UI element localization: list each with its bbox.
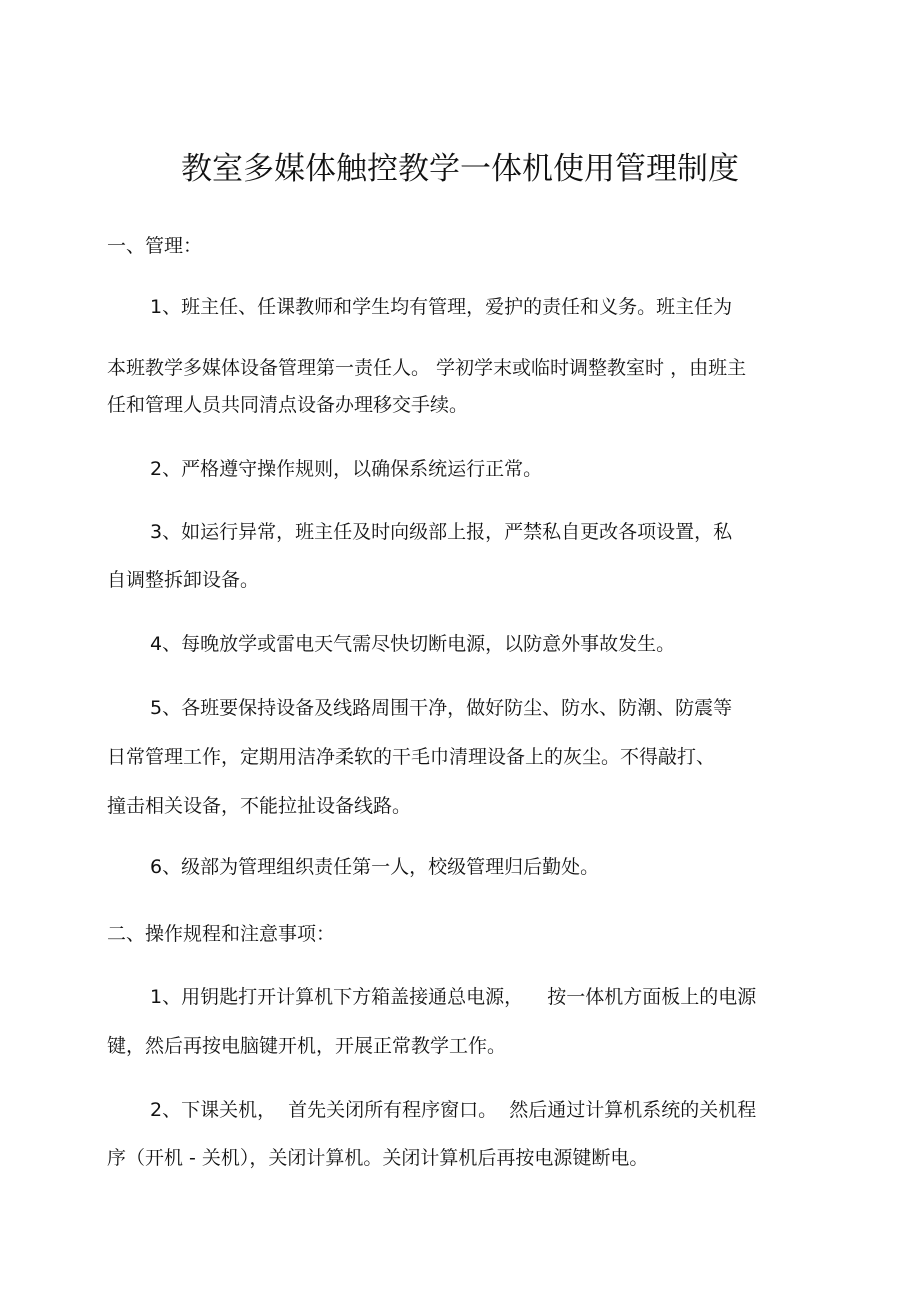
paragraph-line: 序（开机 - 关机），关闭计算机。关闭计算机后再按电源键断电。: [107, 1147, 649, 1169]
paragraph-line: 2、严格遵守操作规则，以确保系统运行正常。: [150, 458, 543, 480]
paragraph-line: 键，然后再按电脑键开机，开展正常教学工作。: [107, 1035, 507, 1057]
paragraph-line: 1、班主任、任课教师和学生均有管理，爱护的责任和义务。班主任为: [150, 296, 733, 318]
paragraph-line: 4、每晚放学或雷电天气需尽快切断电源，以防意外事故发生。: [150, 633, 676, 655]
paragraph-line: 本班教学多媒体设备管理第一责任人。 学初学末或临时调整教室时 ，由班主: [107, 357, 747, 379]
paragraph-line: 自调整拆卸设备。: [107, 569, 260, 591]
paragraph-line: 2、下课关机， 首先关闭所有程序窗口。 然后通过计算机系统的关机程: [150, 1099, 757, 1121]
paragraph-line: 3、如运行异常，班主任及时向级部上报，严禁私自更改各项设置，私: [150, 521, 733, 543]
section-heading: 一、管理：: [107, 235, 203, 257]
paragraph-line: 任和管理人员共同清点设备办理移交手续。: [107, 394, 469, 416]
section-heading: 二、操作规程和注意事项：: [107, 923, 336, 945]
paragraph-line: 6、级部为管理组织责任第一人，校级管理归后勤处。: [150, 856, 600, 878]
document-title: 教室多媒体触控教学一体机使用管理制度: [181, 151, 739, 187]
paragraph-line: 日常管理工作，定期用洁净柔软的干毛巾清理设备上的灰尘。不得敲打、: [107, 746, 716, 768]
paragraph-line: 5、各班要保持设备及线路周围干净，做好防尘、防水、防潮、防震等: [150, 697, 733, 719]
paragraph-line: 撞击相关设备，不能拉扯设备线路。: [107, 795, 412, 817]
paragraph-line: 1、用钥匙打开计算机下方箱盖接通总电源， 按一体机方面板上的电源: [150, 986, 757, 1008]
